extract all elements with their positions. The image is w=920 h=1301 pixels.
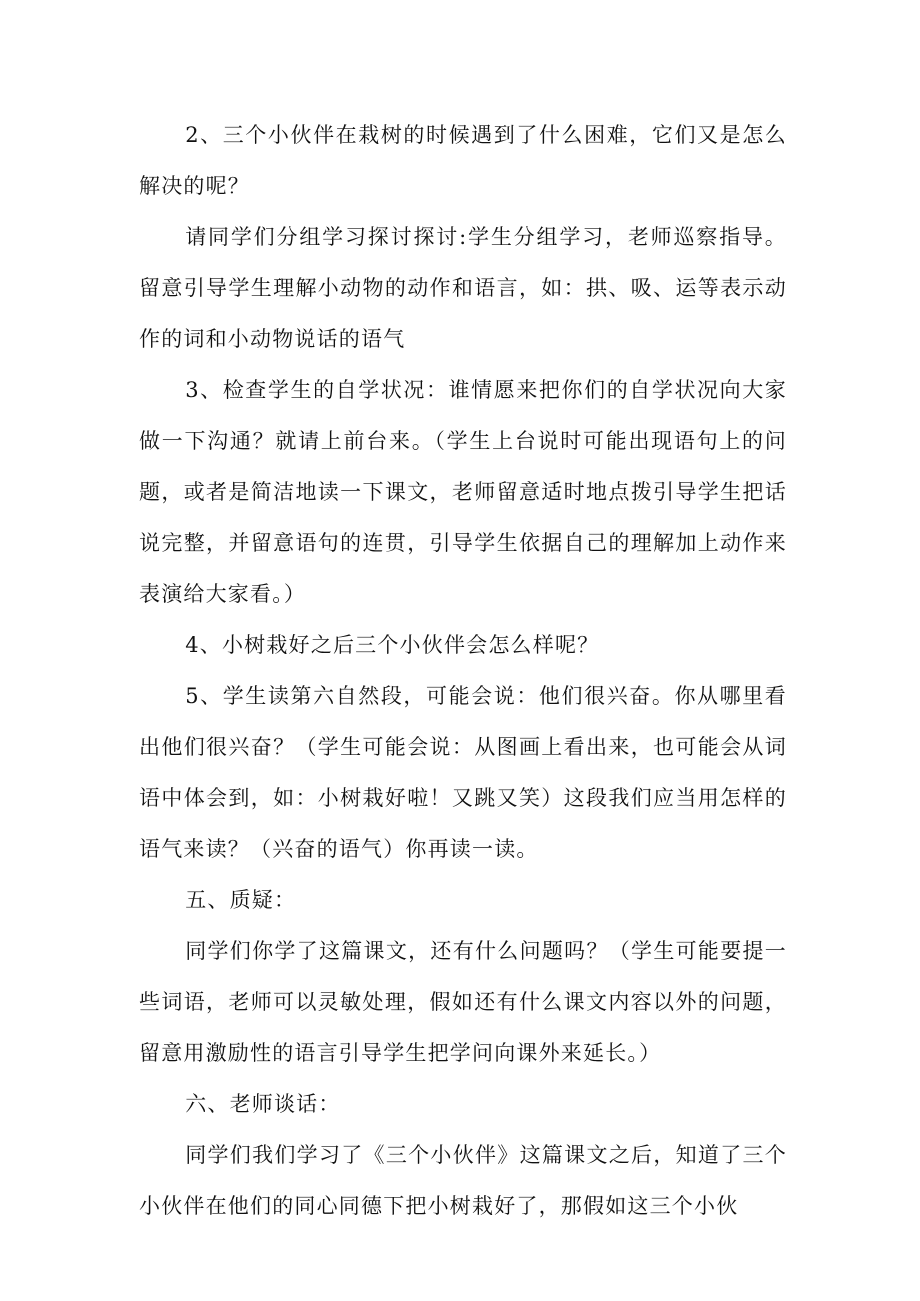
paragraph-check-self-study: 3、检查学生的自学状况：谁情愿来把你们的自学状况向大家做一下沟通？就请上前台来。（学生上台说时可能出现语句上的问题，或者是简洁地读一下课文，老师留意适时地点拨引导学生把话说完整，并留意语句的连贯，引导学生依据自己的理解加上动作来表演给大家看。） [139,378,787,606]
paragraph-question-4: 4、小树栽好之后三个小伙伴会怎么样呢？ [185,633,600,657]
paragraph-step-5: 5、学生读第六自然段，可能会说：他们很兴奋。你从哪里看出他们很兴奋？（学生可能会说：从图画上看出来，也可能会从词语中体会到，如：小树栽好啦！又跳又笑）这段我们应当用怎样的语气来读？（兴奋的语气）你再读一读。 [139,684,787,861]
document-body [139,110,787,1232]
section-heading-questions: 五、质疑： [185,888,297,912]
paragraph-question-2: 2、三个小伙伴在栽树的时候遇到了什么困难，它们又是怎么解决的呢？ [139,123,787,198]
paragraph-group-study: 请同学们分组学习探讨探讨:学生分组学习，老师巡察指导。留意引导学生理解小动物的动作和语言，如：拱、吸、运等表示动作的词和小动物说话的语气 [139,225,787,351]
section-heading-teacher-talk: 六、老师谈话： [185,1092,341,1116]
paragraph-teacher-talk-body: 同学们我们学习了《三个小伙伴》这篇课文之后，知道了三个小伙伴在他们的同心同德下把小树栽好了，那假如这三个小伙 [139,1143,787,1218]
paragraph-questions-body: 同学们你学了这篇课文，还有什么问题吗？（学生可能要提一些词语，老师可以灵敏处理，假如还有什么课文内容以外的问题，留意用激励性的语言引导学生把学问向课外来延长。） [139,939,787,1065]
